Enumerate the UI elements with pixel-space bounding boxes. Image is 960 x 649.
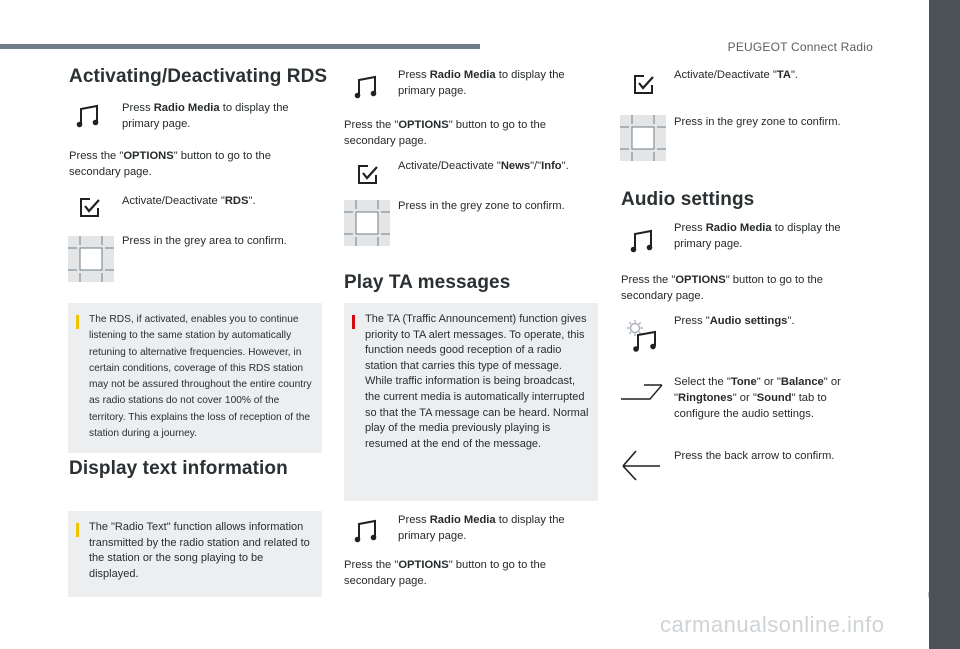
step-options: Press the "OPTIONS" button to go to the secondary page. — [621, 274, 823, 302]
warning-note-ta — [344, 303, 598, 501]
side-tab — [929, 0, 960, 649]
step-grey-zone: Press in the grey zone to confirm. — [398, 200, 565, 212]
step-audio-settings: Press "Audio settings". — [674, 315, 795, 327]
step-options: Press the "OPTIONS" button to go to the secondary page. — [344, 119, 546, 147]
note-marker — [76, 315, 79, 329]
music-note-icon — [630, 228, 656, 254]
grey-zone-icon — [620, 115, 666, 161]
step-options: Press the "OPTIONS" button to go to the secondary page. — [69, 150, 271, 178]
note-text: The RDS, if activated, enables you to continue listening to the same station by automatically retuning to alternative frequencies. However, in certain conditions, coverage of this RDS station may not be assured throughout the entire country as radio stations do not cover 100% of the territory. This explains the loss of reception of the station during a journey. — [89, 314, 312, 440]
step-activate-news-info: Activate/Deactivate "News"/"Info". — [398, 160, 569, 172]
back-arrow-icon — [621, 448, 661, 482]
step-press-radio-media: Press Radio Media to display the primary page. — [398, 69, 565, 97]
section-title-ta: Play TA messages — [344, 272, 511, 293]
info-note-rds — [68, 303, 322, 453]
warning-marker — [352, 315, 355, 329]
section-title-display-text: Display text information — [69, 458, 288, 479]
music-note-icon — [76, 103, 102, 129]
step-back-arrow: Press the back arrow to confirm. — [674, 450, 835, 462]
checkbox-icon — [632, 72, 656, 96]
brand-title: PEUGEOT Connect Radio — [727, 40, 873, 54]
watermark: carmanualsonline.info — [660, 612, 885, 637]
tab-icon — [620, 383, 664, 401]
music-note-icon — [354, 518, 380, 544]
music-note-icon — [354, 74, 380, 100]
gear-music-icon — [624, 318, 660, 354]
step-grey-zone: Press in the grey zone to confirm. — [674, 116, 841, 128]
header-rule — [0, 44, 480, 49]
step-options: Press the "OPTIONS" button to go to the secondary page. — [344, 559, 546, 587]
info-note-radio-text — [68, 511, 322, 597]
step-press-radio-media: Press Radio Media to display the primary page. — [674, 222, 841, 250]
step-grey-area: Press in the grey area to confirm. — [122, 235, 287, 247]
step-press-radio-media: Press Radio Media to display the primary page. — [122, 102, 289, 130]
grey-zone-icon — [344, 200, 390, 246]
step-select-tab: Select the "Tone" or "Balance" or "Ringtones" or "Sound" tab to configure the audio settings. — [674, 376, 841, 420]
note-marker — [76, 523, 79, 537]
section-title-rds: Activating/Deactivating RDS — [69, 66, 328, 87]
page-mark: ■ — [928, 589, 935, 601]
checkbox-icon — [78, 195, 102, 219]
step-press-radio-media: Press Radio Media to display the primary page. — [398, 514, 565, 542]
page-number: 7 — [929, 603, 937, 618]
note-text: The "Radio Text" function allows information transmitted by the radio station and related to the station or the song playing to be displayed. — [89, 521, 310, 580]
grey-zone-icon — [68, 236, 114, 282]
section-title-audio: Audio settings — [621, 189, 755, 210]
step-activate-rds: Activate/Deactivate "RDS". — [122, 195, 256, 207]
step-activate-ta: Activate/Deactivate "TA". — [674, 69, 799, 81]
checkbox-icon — [356, 162, 380, 186]
note-text: The TA (Traffic Announcement) function gives priority to TA alert messages. To operate, this function needs good reception of a radio station that carries this type of message. While traffic information is being broadcast, the current media is automatically interrupted so that the TA message can be heard. Normal play of the media previously playing is resumed at the end of the message. — [365, 313, 589, 450]
